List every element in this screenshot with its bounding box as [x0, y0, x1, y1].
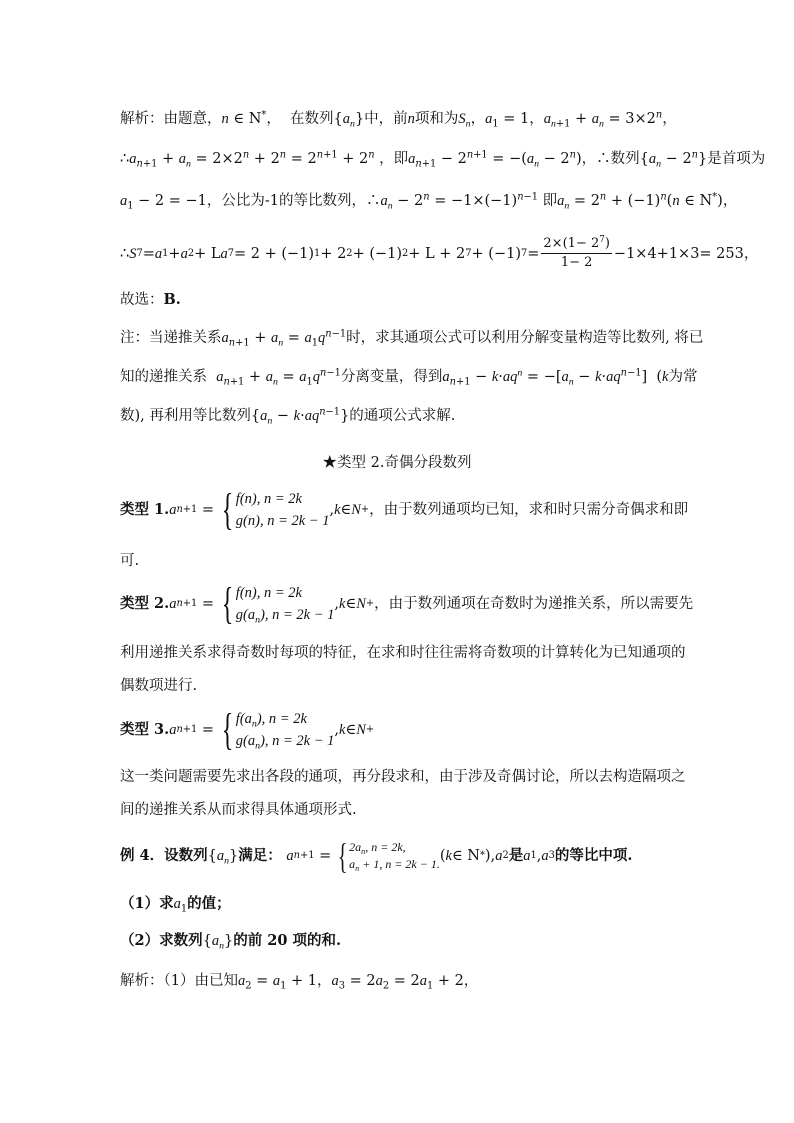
label-jiexi: 解析：	[120, 111, 164, 127]
question-2: （2）求数列$\{a_n\}$的前 20 项的和.	[120, 932, 342, 952]
example4-line: 例 4．设数列 { $a_n$ } 满足： a n+1 = { $2a_n$, n = 2k, $a_n + 1$, n = 2k − 1. ( k ∈ N * ), a 2 是 a 1 , a 3 的等比中项.	[120, 836, 633, 876]
solution-line-3: $a_1 - 2 = -1$，公比为-1的等比数列，$\therefore a_n - 2^n = -1\times(-1)^{n-1}$ 即$a_n = 2^n + (-1)^n(n$ ∈ N*)，	[120, 191, 738, 212]
solution-line-1: 解析：由题意，n ∈ N*， 在数列$\{a_n\}$中，前n项和为$S_n$，$a_1 = 1$，$a_{n+1} + a_n = 3\times 2^n$，	[120, 109, 677, 130]
note-line-1: 注：当递推关系$a_{n+1} + a_n = a_1q^{n-1}$时，求其通项公式可以利用分解变量构造等比数列, 将已	[120, 328, 704, 349]
paragraph-line-2: 间的递推关系从而求得具体通项形式.	[120, 802, 357, 818]
fraction: $\frac{2\times(1- 2^7)}{1- 2}$	[543, 235, 610, 270]
type2-line: 类型 2. a n+1 = { f(n), n = 2k $g(a_n)$, n = 2k − 1 , k ∈ N + ，由于数列通项在奇数时为递推关系，所以需要先	[120, 579, 694, 628]
type3-line: 类型 3. a n+1 = { $f(a_n)$, n = 2k $g(a_n)$, n = 2k − 1 , k ∈ N +	[120, 705, 375, 754]
solution-start: 解析：（1）由已知$a_2 = a_1 + 1$，$a_3 = 2a_2 = 2a_1 + 2$，	[120, 973, 479, 992]
note-line-2: 知的递推关系 $a_{n+1} + a_n = a_1q^{n-1}$分离变量，得到$a_{n+1} - k\cdot aq^n = -[a_n - k\cdot aq^{n-1}]$ (k为常	[120, 367, 698, 388]
solution-line-2: $\therefore a_{n+1} + a_n = 2\times 2^n + 2^n = 2^{n+1} + 2^n$ ，即$a_{n+1} - 2^{n+1} = -(a_n - 2^n)$，∴数列$\{a_n - 2^n\}$是首项为	[120, 149, 766, 170]
type2-line-c: 偶数项进行.	[120, 678, 198, 694]
paragraph-line-1: 这一类问题需要先求出各段的通项，再分段求和，由于涉及奇偶讨论，所以去构造隔项之	[120, 769, 686, 785]
type1-line-b: 可.	[120, 553, 140, 569]
solution-line-4: ∴ S 7 = a 1 + a 2 + L a 7 = 2 + (−1) 1 + 2 2 + (−1) 2 + L + 2 7 + (−1) 7 = $\frac{2\times(1- 2^7)}{1- 2}$ −1×4+1×3= 253，	[120, 235, 759, 270]
answer-choice: B.	[163, 291, 181, 308]
type1-line: 类型 1. a n+1 = { f(n), n = 2k g(n), n = 2k − 1 , k ∈ N + ，由于数列通项均已知，求和时只需分奇偶求和即	[120, 485, 689, 534]
question-1: （1）求$a_1$的值；	[120, 895, 231, 915]
note-line-3: 数), 再利用等比数列$\{a_n - k\cdot aq^{n-1}\}$的通项公式求解.	[120, 406, 456, 427]
answer-line: 故选：B.	[120, 291, 181, 308]
section-heading: ★类型 2.奇偶分段数列	[322, 455, 472, 471]
type2-line-b: 利用递推关系求得奇数时每项的特征，在求和时往往需将奇数项的计算转化为已知通项的	[120, 645, 686, 661]
